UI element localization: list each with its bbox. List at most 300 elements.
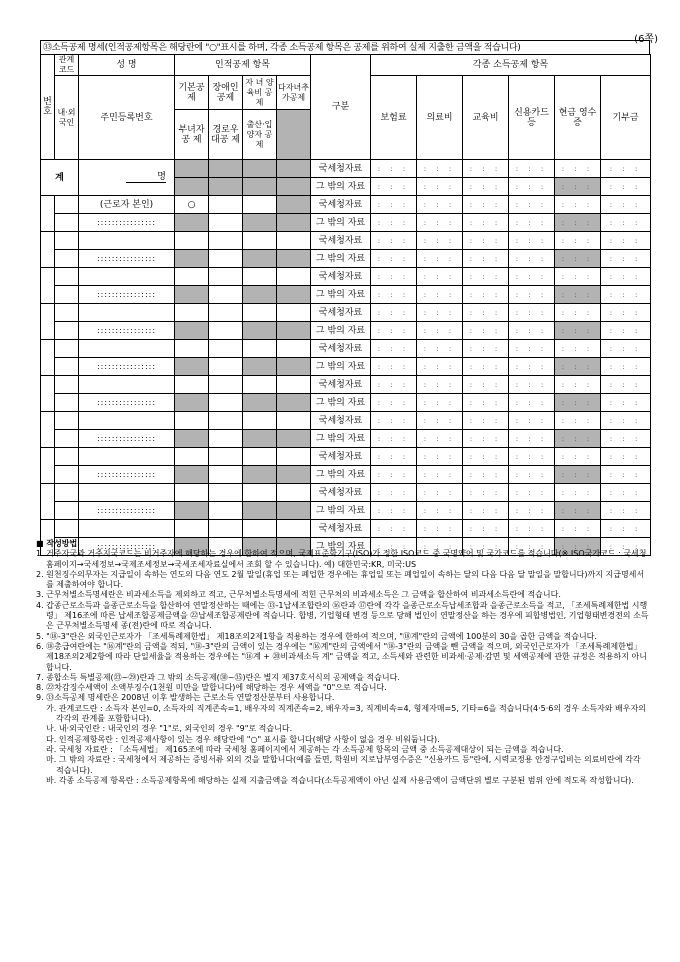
multi-child-cell[interactable] — [277, 520, 311, 538]
amount-cell[interactable]: : : : — [601, 250, 651, 268]
amount-cell: : : : — [555, 286, 601, 304]
personal-deduction-header: 인적공제 항목 — [175, 55, 311, 76]
instruction-item: 4. 갑종근로소득과 을종근로소득을 합산하여 연말정산하는 때에는 ⑬-1납세조합란의 ⑯란과 ⑰란에 각각 을종근로소득납세조합과 을종근로소득을 적고, 「조세특례제한법 시행령」 제16조에 따른 납세조합공제금액을 ㉒납세조합공제란에 적습니다. 합병, 기업형태 변경 등으로 당해 법인이 연말정산을 하는 경우에 피합병법인, 기업형태변경전의 소득은 근무처별소득명세 종(전)란에 따로 적습니다. — [36, 600, 649, 631]
amount-cell[interactable]: : : : — [601, 214, 651, 232]
amount-cell[interactable]: : : : — [601, 340, 651, 358]
name-cell[interactable] — [79, 304, 175, 322]
disabled-deduction-cell[interactable] — [209, 520, 243, 538]
row-number-cell[interactable] — [41, 448, 55, 484]
amount-cell[interactable]: : : : — [417, 160, 463, 178]
domestic-foreign-cell[interactable] — [55, 250, 79, 268]
amount-cell[interactable]: : : : — [509, 430, 555, 448]
shaded-cell — [243, 160, 277, 178]
disabled-deduction-header: 장애인공제 — [209, 76, 243, 110]
amount-cell[interactable]: : : : — [371, 448, 417, 466]
amount-cell[interactable]: : : : — [601, 430, 651, 448]
domestic-foreign-cell[interactable] — [55, 214, 79, 232]
amount-cell[interactable]: : : : — [463, 430, 509, 448]
donation-header: 기부금 — [601, 76, 651, 160]
elderly-deduction-header: 경로우대공 제 — [209, 110, 243, 160]
amount-cell[interactable]: : : : — [463, 502, 509, 520]
child-rearing-header: 자 녀 양육비 공제 — [243, 76, 277, 110]
disabled-deduction-cell[interactable] — [209, 268, 243, 286]
amount-cell[interactable]: : : : — [509, 376, 555, 394]
relation-code-cell[interactable] — [55, 340, 79, 358]
disabled-deduction-cell[interactable] — [209, 196, 243, 214]
amount-cell: : : : — [555, 502, 601, 520]
amount-cell[interactable]: : : : — [601, 394, 651, 412]
total-count-cell[interactable] — [79, 160, 175, 196]
name-header: 성 명 — [79, 55, 175, 76]
resident-number-cell[interactable]: :::::::::::::::: — [79, 322, 175, 340]
amount-cell[interactable]: : : : — [463, 250, 509, 268]
amount-cell[interactable]: : : : — [417, 322, 463, 340]
shaded-cell — [175, 160, 209, 178]
shaded-cell — [243, 358, 277, 376]
row-number-cell[interactable] — [41, 304, 55, 340]
amount-cell[interactable]: : : : — [371, 322, 417, 340]
amount-cell[interactable]: : : : — [601, 520, 651, 538]
amount-cell[interactable]: : : : — [601, 286, 651, 304]
amount-cell: : : : — [555, 394, 601, 412]
amount-cell[interactable]: : : : — [417, 178, 463, 196]
elderly-cell[interactable] — [209, 430, 243, 448]
amount-cell[interactable]: : : : — [463, 340, 509, 358]
amount-cell[interactable]: : : : — [417, 448, 463, 466]
amount-cell[interactable]: : : : — [601, 448, 651, 466]
amount-cell[interactable]: : : : — [555, 520, 601, 538]
total-unit: 명 — [126, 172, 166, 183]
disabled-deduction-cell[interactable] — [209, 232, 243, 250]
domestic-foreign-cell[interactable] — [55, 358, 79, 376]
nts-data-label: 국세청자료 — [311, 448, 371, 466]
amount-cell[interactable]: : : : — [601, 484, 651, 502]
domestic-foreign-cell[interactable] — [55, 466, 79, 484]
amount-cell[interactable]: : : : — [509, 160, 555, 178]
amount-cell[interactable]: : : : — [371, 178, 417, 196]
shaded-cell — [175, 430, 209, 448]
basic-deduction-cell[interactable] — [175, 412, 209, 430]
amount-cell[interactable]: : : : — [371, 358, 417, 376]
shaded-cell — [243, 250, 277, 268]
amount-cell[interactable]: : : : — [417, 376, 463, 394]
disabled-deduction-cell[interactable] — [209, 448, 243, 466]
amount-cell[interactable]: : : : — [601, 466, 651, 484]
basic-deduction-cell[interactable] — [175, 268, 209, 286]
shaded-cell — [209, 160, 243, 178]
domestic-foreign-header: 내·외국인 — [55, 76, 79, 160]
basic-deduction-cell[interactable] — [175, 304, 209, 322]
amount-cell[interactable]: : : : — [417, 304, 463, 322]
education-header: 교육비 — [463, 76, 509, 160]
amount-cell[interactable]: : : : — [555, 232, 601, 250]
other-data-label: 그 밖의 자료 — [311, 394, 371, 412]
shaded-cell — [277, 394, 311, 412]
amount-cell[interactable]: : : : — [463, 304, 509, 322]
amount-cell[interactable]: : : : — [463, 376, 509, 394]
amount-cell[interactable]: : : : — [555, 484, 601, 502]
shaded-cell — [175, 250, 209, 268]
child-rearing-cell[interactable] — [243, 304, 277, 322]
amount-cell[interactable]: : : : — [417, 268, 463, 286]
dependent-rows — [41, 232, 651, 556]
amount-cell[interactable]: : : : — [509, 322, 555, 340]
amount-cell: : : : — [555, 322, 601, 340]
amount-cell[interactable]: : : : — [555, 268, 601, 286]
other-data-label: 그 밖의 자료 — [311, 466, 371, 484]
shaded-cell — [277, 160, 311, 178]
other-data-label: 그 밖의 자료 — [311, 538, 371, 556]
elderly-cell[interactable] — [209, 250, 243, 268]
amount-cell[interactable]: : : : — [371, 412, 417, 430]
basic-deduction-cell[interactable] — [175, 340, 209, 358]
other-data-label: 그 밖의 자료 — [311, 322, 371, 340]
amount-cell[interactable]: : : : — [417, 286, 463, 304]
amount-cell[interactable]: : : : — [371, 340, 417, 358]
amount-cell[interactable]: : : : — [463, 196, 509, 214]
amount-cell[interactable]: : : : — [417, 358, 463, 376]
relation-code-cell[interactable] — [55, 268, 79, 286]
shaded-cell — [277, 286, 311, 304]
multi-child-cell[interactable] — [277, 448, 311, 466]
amount-cell[interactable]: : : : — [509, 250, 555, 268]
amount-cell[interactable]: : : : — [371, 232, 417, 250]
amount-cell[interactable]: : : : — [601, 322, 651, 340]
relation-code-cell[interactable] — [55, 448, 79, 466]
amount-cell[interactable]: : : : — [371, 304, 417, 322]
amount-cell[interactable]: : : : — [417, 430, 463, 448]
amount-cell[interactable]: : : : — [371, 286, 417, 304]
row-number-cell[interactable] — [41, 232, 55, 268]
name-cell[interactable] — [79, 376, 175, 394]
elderly-cell[interactable] — [209, 214, 243, 232]
amount-cell[interactable]: : : : — [463, 214, 509, 232]
amount-cell[interactable]: : : : — [463, 322, 509, 340]
multi-child-cell[interactable] — [277, 484, 311, 502]
amount-cell[interactable]: : : : — [509, 466, 555, 484]
domestic-foreign-cell[interactable] — [55, 394, 79, 412]
row-number-cell[interactable] — [41, 376, 55, 412]
amount-cell[interactable]: : : : — [601, 538, 651, 556]
amount-cell[interactable]: : : : — [463, 466, 509, 484]
name-cell[interactable] — [79, 232, 175, 250]
amount-cell[interactable]: : : : — [417, 196, 463, 214]
amount-cell[interactable]: : : : — [417, 340, 463, 358]
child-rearing-cell[interactable] — [243, 520, 277, 538]
instruction-item: 2. 원천징수의무자는 지급일이 속하는 연도의 다음 연도 2월 말일(휴업 또는 폐업한 경우에는 휴업일 또는 폐업일이 속하는 달의 다음 다음 달 말일을 말합니다)까지 지급명세서를 제출하여야 합니다. — [36, 569, 645, 590]
multi-child-cell[interactable] — [277, 268, 311, 286]
basic-deduction-cell[interactable]: ○ — [175, 196, 209, 214]
row-number-cell[interactable] — [41, 484, 55, 520]
amount-cell[interactable]: : : : — [463, 286, 509, 304]
nts-data-label: 국세청자료 — [311, 196, 371, 214]
amount-cell[interactable]: : : : — [509, 214, 555, 232]
amount-cell[interactable]: : : : — [371, 502, 417, 520]
amount-cell[interactable]: : : : — [601, 160, 651, 178]
resident-number-cell[interactable]: :::::::::::::::: — [79, 358, 175, 376]
disabled-deduction-cell[interactable] — [209, 484, 243, 502]
amount-cell[interactable]: : : : — [463, 160, 509, 178]
basic-deduction-cell[interactable] — [175, 376, 209, 394]
nts-data-label: 국세청자료 — [311, 160, 371, 178]
resident-number-cell[interactable]: :::::::::::::::: — [79, 430, 175, 448]
amount-cell[interactable]: : : : — [371, 160, 417, 178]
basic-deduction-cell[interactable] — [175, 484, 209, 502]
amount-cell[interactable]: : : : — [555, 196, 601, 214]
child-rearing-cell[interactable] — [243, 412, 277, 430]
amount-cell[interactable]: : : : — [555, 376, 601, 394]
resident-number-header: 주민등록번호 — [79, 76, 175, 160]
instruction-items — [36, 549, 650, 703]
amount-cell[interactable]: : : : — [371, 538, 417, 556]
resident-number-cell[interactable]: :::::::::::::::: — [79, 502, 175, 520]
amount-cell[interactable]: : : : — [509, 232, 555, 250]
amount-cell[interactable]: : : : — [601, 502, 651, 520]
row-number-cell[interactable] — [41, 196, 55, 232]
section-title: ㉝소득공제 명세(인적공제항목은 해당란에 "○"표시를 하며, 각종 소득공제 항목은 공제를 위하여 실제 지출한 금액을 적습니다) — [40, 40, 650, 54]
amount-cell[interactable]: : : : — [601, 304, 651, 322]
amount-cell[interactable]: : : : — [463, 538, 509, 556]
amount-cell[interactable]: : : : — [463, 448, 509, 466]
amount-cell[interactable]: : : : — [371, 430, 417, 448]
amount-cell[interactable]: : : : — [601, 178, 651, 196]
amount-cell[interactable]: : : : — [509, 196, 555, 214]
elderly-cell[interactable] — [209, 466, 243, 484]
name-cell[interactable] — [79, 268, 175, 286]
amount-cell[interactable]: : : : — [417, 484, 463, 502]
instruction-item: 6. ⑱총급여란에는 "⑯계"란의 금액을 적되, "⑱-3"란의 금액이 있는 경우에는 "⑯계"란의 금액에서 "⑱-3"란의 금액을 뺀 금액을 적으며, 외국인근로자가 「조세특례제한법」 제18조의2제2항에 따라 단일세율을 적용하는 경우에는 "⑯계 + ⑳비과세소득 계" 금액을 적고, 소득세와 관련한 비과세·공제·감면 및 세액공제에 관한 규정은 적용하지 아니합니다. — [36, 641, 647, 672]
resident-number-cell[interactable]: :::::::::::::::: — [79, 466, 175, 484]
multi-child-cell[interactable] — [277, 412, 311, 430]
relation-code-cell[interactable] — [55, 304, 79, 322]
resident-number-cell[interactable]: :::::::::::::::: — [79, 250, 175, 268]
name-cell[interactable] — [79, 340, 175, 358]
instruction-subitem: 다. 인적공제항목란 : 인적공제사항이 있는 경우 해당란에 "○" 표시를 합니다(해당 사항이 없을 경우 비워둡니다). — [46, 734, 440, 744]
relation-code-cell[interactable] — [55, 484, 79, 502]
amount-cell[interactable]: : : : — [509, 268, 555, 286]
shaded-cell — [277, 466, 311, 484]
shaded-cell — [277, 196, 311, 214]
credit-card-header: 신용카드 등 — [509, 76, 555, 160]
amount-cell[interactable]: : : : — [601, 376, 651, 394]
multi-child-cell[interactable] — [277, 340, 311, 358]
domestic-foreign-cell[interactable] — [55, 286, 79, 304]
amount-cell[interactable]: : : : — [371, 394, 417, 412]
insurance-header: 보험료 — [371, 76, 417, 160]
multi-child-header: 다자녀추가공제 — [277, 76, 311, 110]
birth-adoption-header: 출산·입양자 공제 — [243, 110, 277, 160]
amount-cell[interactable]: : : : — [463, 520, 509, 538]
amount-cell[interactable]: : : : — [509, 412, 555, 430]
resident-number-cell[interactable]: :::::::::::::::: — [79, 538, 175, 556]
relation-code-cell[interactable] — [55, 376, 79, 394]
relation-code-cell[interactable] — [55, 196, 79, 214]
shaded-cell — [175, 358, 209, 376]
multi-child-cell[interactable] — [277, 304, 311, 322]
disabled-deduction-cell[interactable] — [209, 304, 243, 322]
other-data-label: 그 밖의 자료 — [311, 286, 371, 304]
amount-cell[interactable]: : : : — [509, 502, 555, 520]
instruction-item: 7. 종합소득 특별공제(㉓~㉙)란과 그 밖의 소득공제(㉚~㉟)란은 별지 제37호서식의 공제액을 적습니다. — [36, 672, 400, 682]
amount-cell: : : : — [555, 538, 601, 556]
other-data-label: 그 밖의 자료 — [311, 214, 371, 232]
amount-cell: : : : — [555, 430, 601, 448]
amount-cell[interactable]: : : : — [417, 250, 463, 268]
amount-cell[interactable]: : : : — [463, 394, 509, 412]
amount-cell[interactable]: : : : — [417, 394, 463, 412]
shaded-cell — [243, 466, 277, 484]
resident-number-cell[interactable]: :::::::::::::::: — [79, 214, 175, 232]
amount-cell[interactable]: : : : — [601, 358, 651, 376]
shaded-cell — [243, 322, 277, 340]
amount-cell[interactable]: : : : — [555, 448, 601, 466]
disabled-deduction-cell[interactable] — [209, 412, 243, 430]
amount-cell[interactable]: : : : — [555, 412, 601, 430]
amount-cell[interactable]: : : : — [417, 538, 463, 556]
multi-child-cell[interactable] — [277, 232, 311, 250]
instruction-item: 5. "⑱-3"란은 외국인근로자가 「조세특례제한법」 제18조의2제1항을 적용하는 경우에 한하여 적으며, "⑱계"란의 금액에 100분의 30을 곱한 금액을 적습니다. — [36, 631, 597, 641]
child-rearing-cell[interactable] — [243, 232, 277, 250]
row-number-cell[interactable] — [41, 412, 55, 448]
amount-cell[interactable]: : : : — [417, 412, 463, 430]
amount-cell: : : : — [555, 178, 601, 196]
shaded-cell — [175, 178, 209, 196]
instruction-item: 3. 근무처별소득명세란은 비과세소득을 제외하고 적고, 근무처별소득명세에 적힌 근무처의 비과세소득은 그 금액을 합산하여 비과세소득란에 적습니다. — [36, 590, 561, 600]
amount-cell[interactable]: : : : — [601, 232, 651, 250]
disabled-deduction-cell[interactable] — [209, 340, 243, 358]
amount-cell[interactable]: : : : — [509, 340, 555, 358]
amount-cell[interactable]: : : : — [417, 214, 463, 232]
amount-cell[interactable]: : : : — [371, 214, 417, 232]
cash-receipt-header: 현금 영수증 — [555, 76, 601, 160]
amount-cell[interactable]: : : : — [601, 412, 651, 430]
name-cell[interactable] — [79, 520, 175, 538]
amount-cell[interactable]: : : : — [555, 340, 601, 358]
amount-cell[interactable]: : : : — [509, 358, 555, 376]
instruction-subitem: 바. 각종 소득공제 항목란 : 소득공제항목에 해당하는 실제 지출금액을 적습니다(소득공제액이 아닌 실제 사용금액이 금액단위 별로 구분된 범위 안에 적도록 작성합니다). — [46, 775, 634, 785]
nts-data-label: 국세청자료 — [311, 304, 371, 322]
amount-cell: : : : — [555, 250, 601, 268]
shaded-cell — [277, 502, 311, 520]
elderly-cell[interactable] — [209, 358, 243, 376]
child-rearing-cell[interactable] — [243, 268, 277, 286]
child-rearing-cell[interactable] — [243, 340, 277, 358]
instruction-subitem: 라. 국세청 자료란 : 「소득세법」 제165조에 따라 국세청 홈페이지에서 제공하는 각 소득공제 항목의 금액 중 소득공제대상이 되는 금액을 적습니다. — [46, 744, 564, 754]
shaded-cell — [243, 178, 277, 196]
amount-cell[interactable]: : : : — [463, 268, 509, 286]
amount-cell[interactable]: : : : — [509, 394, 555, 412]
amount-cell[interactable]: : : : — [509, 178, 555, 196]
amount-cell[interactable]: : : : — [509, 484, 555, 502]
instruction-item: 1. 거주자국과 거주지국코드는 비거주자에 해당하는 경우에 한하여 적으며, 국제표준화기구(ISO)가 정한 ISO코드 중 국명약어 및 국가코드를 적습니다(※ ISO국가코드 : 국세청홈페이지→국세정보→국제조세정보→국세조세자료실에서 조회 할 수 있습니다). 예) 대한민국:KR, 미국:US — [36, 549, 647, 569]
basic-deduction-cell[interactable] — [175, 520, 209, 538]
amount-cell[interactable]: : : : — [371, 520, 417, 538]
amount-cell[interactable]: : : : — [371, 250, 417, 268]
amount-cell[interactable]: : : : — [463, 178, 509, 196]
amount-cell[interactable]: : : : — [463, 412, 509, 430]
amount-cell[interactable]: : : : — [555, 304, 601, 322]
name-cell[interactable] — [79, 448, 175, 466]
child-rearing-cell[interactable] — [243, 448, 277, 466]
instruction-item: 9. ㉝소득공제 명세란은 2008년 이후 발생하는 근로소득 연말정산분부터 사용합니다. — [36, 693, 335, 703]
amount-cell[interactable]: : : : — [371, 268, 417, 286]
amount-cell: : : : — [555, 214, 601, 232]
shaded-cell — [175, 502, 209, 520]
amount-cell[interactable]: : : : — [417, 232, 463, 250]
amount-cell[interactable]: : : : — [417, 502, 463, 520]
domestic-foreign-cell[interactable] — [55, 502, 79, 520]
row-number-cell[interactable] — [41, 340, 55, 376]
name-cell[interactable] — [79, 484, 175, 502]
relation-code-cell[interactable] — [55, 412, 79, 430]
amount-cell[interactable]: : : : — [417, 466, 463, 484]
disabled-deduction-cell[interactable] — [209, 376, 243, 394]
elderly-cell[interactable] — [209, 286, 243, 304]
shaded-cell — [277, 250, 311, 268]
basic-deduction-cell[interactable] — [175, 448, 209, 466]
child-rearing-cell[interactable] — [243, 484, 277, 502]
other-data-label: 그 밖의 자료 — [311, 430, 371, 448]
amount-cell[interactable]: : : : — [509, 286, 555, 304]
child-rearing-cell[interactable] — [243, 196, 277, 214]
shaded-cell — [243, 214, 277, 232]
nts-data-label: 국세청자료 — [311, 340, 371, 358]
amount-cell[interactable]: : : : — [463, 232, 509, 250]
instructions — [36, 539, 650, 786]
medical-header: 의료비 — [417, 76, 463, 160]
other-data-label: 그 밖의 자료 — [311, 250, 371, 268]
amount-cell[interactable]: : : : — [509, 448, 555, 466]
amount-cell[interactable]: : : : — [463, 484, 509, 502]
elderly-cell[interactable] — [209, 502, 243, 520]
instruction-subitem: 나. 내·외국인란 : 내국인의 경우 "1"로, 외국인의 경우 "9"로 적습니다. — [46, 724, 293, 734]
elderly-cell[interactable] — [209, 394, 243, 412]
amount-cell[interactable]: : : : — [371, 484, 417, 502]
amount-cell[interactable]: : : : — [601, 268, 651, 286]
amount-cell[interactable]: : : : — [371, 466, 417, 484]
nts-data-label: 국세청자료 — [311, 484, 371, 502]
elderly-cell[interactable] — [209, 322, 243, 340]
amount-cell[interactable]: : : : — [509, 520, 555, 538]
resident-number-cell[interactable]: :::::::::::::::: — [79, 394, 175, 412]
multi-child-cell[interactable] — [277, 376, 311, 394]
name-cell[interactable] — [79, 412, 175, 430]
amount-cell[interactable]: : : : — [371, 376, 417, 394]
amount-cell: : : : — [555, 358, 601, 376]
amount-cell[interactable]: : : : — [417, 520, 463, 538]
amount-cell[interactable]: : : : — [509, 538, 555, 556]
amount-cell[interactable]: : : : — [371, 196, 417, 214]
amount-cell[interactable]: : : : — [509, 304, 555, 322]
amount-cell[interactable]: : : : — [555, 160, 601, 178]
resident-number-cell[interactable]: :::::::::::::::: — [79, 286, 175, 304]
page-number: (6쪽) — [634, 34, 658, 45]
amount-cell[interactable]: : : : — [601, 196, 651, 214]
basic-deduction-header: 기본공제 — [175, 76, 209, 110]
basic-deduction-cell[interactable] — [175, 232, 209, 250]
relation-code-cell[interactable] — [55, 520, 79, 538]
domestic-foreign-cell[interactable] — [55, 322, 79, 340]
relation-code-cell[interactable] — [55, 232, 79, 250]
amount-cell[interactable]: : : : — [463, 358, 509, 376]
shaded-cell — [243, 502, 277, 520]
row-number-cell[interactable] — [41, 268, 55, 304]
shaded-cell — [243, 394, 277, 412]
shaded-cell — [209, 178, 243, 196]
shaded-cell — [175, 214, 209, 232]
domestic-foreign-cell[interactable] — [55, 430, 79, 448]
child-rearing-cell[interactable] — [243, 376, 277, 394]
